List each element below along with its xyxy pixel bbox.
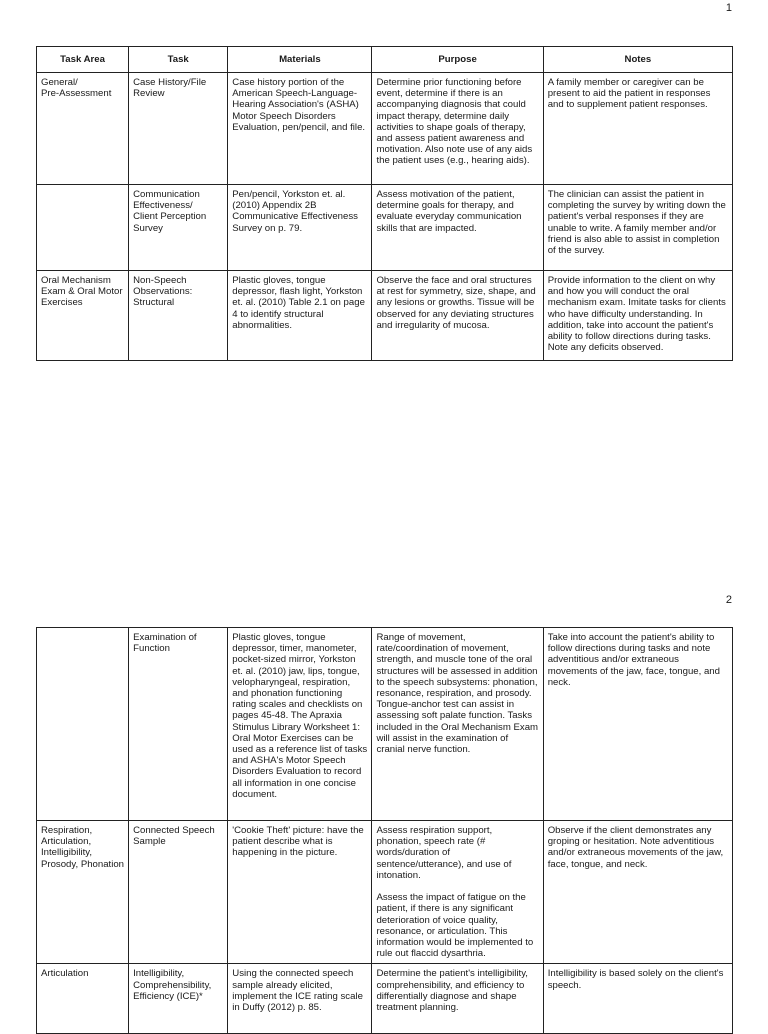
header-purpose: Purpose	[372, 47, 543, 73]
task-area-cell: Articulation	[37, 964, 129, 1034]
task-area-cell: General/ Pre-Assessment	[37, 73, 129, 185]
purpose-cell: Range of movement, rate/coordination of movement, strength, and muscle tone of the oral structures will be assessed in addition to the speech subsystems: phonation, resonance, respiration, and prosody. Tongue-anchor test can assist in assessing soft palate function. Tasks included in the Oral Mechanism Exam will assist in the examination of cranial nerve function.	[372, 628, 543, 821]
table-row	[37, 271, 733, 361]
purpose-cell: Assess motivation of the patient, determine goals for therapy, and evaluate everyday communication skills that are impacted.	[372, 185, 543, 271]
header-materials: Materials	[228, 47, 372, 73]
task-area-cell: Respiration, Articulation, Intelligibility, Prosody, Phonation	[37, 821, 129, 964]
assessment-table-page-2	[36, 627, 733, 1034]
header-notes: Notes	[543, 47, 732, 73]
header-task-area: Task Area	[37, 47, 129, 73]
task-cell: Examination of Function	[129, 628, 228, 821]
notes-cell: A family member or caregiver can be present to aid the patient in responses and to supplement patient responses.	[543, 73, 732, 185]
table-row	[37, 964, 733, 1034]
task-area-cell: Oral Mechanism Exam & Oral Motor Exercises	[37, 271, 129, 361]
task-cell: Communication Effectiveness/ Client Perception Survey	[129, 185, 228, 271]
task-cell: Case History/File Review	[129, 73, 228, 185]
materials-cell: 'Cookie Theft' picture: have the patient describe what is happening in the picture.	[228, 821, 372, 964]
purpose-cell: Determine the patient's intelligibility, comprehensibility, and efficiency to differentially diagnose and shape treatment planning.	[372, 964, 543, 1034]
notes-cell: The clinician can assist the patient in completing the survey by writing down the patient's verbal responses if they are unable to write. A family member and/or friend is also able to assist in completion of the survey.	[543, 185, 732, 271]
materials-cell: Case history portion of the American Speech-Language-Hearing Association's (ASHA) Motor Speech Disorders Evaluation, pen/pencil, and file.	[228, 73, 372, 185]
task-area-cell	[37, 628, 129, 821]
header-task: Task	[129, 47, 228, 73]
assessment-table-page-1	[36, 46, 733, 361]
notes-cell: Intelligibility is based solely on the client's speech.	[543, 964, 732, 1034]
materials-cell: Plastic gloves, tongue depressor, flash light, Yorkston et. al. (2010) Table 2.1 on page 4 to identify structural abnormalities.	[228, 271, 372, 361]
table-row	[37, 628, 733, 821]
task-area-cell	[37, 185, 129, 271]
task-cell: Non-Speech Observations: Structural	[129, 271, 228, 361]
notes-cell: Take into account the patient's ability to follow directions during tasks and note adventitious and/or extraneous movements of the jaw, face, tongue, and neck.	[543, 628, 732, 821]
page-number: 2	[725, 594, 732, 606]
task-cell: Connected Speech Sample	[129, 821, 228, 964]
table-row	[37, 73, 733, 185]
notes-cell: Observe if the client demonstrates any groping or hesitation. Note adventitious and/or extraneous movements of the jaw, face, tongue, and neck.	[543, 821, 732, 964]
purpose-cell: Observe the face and oral structures at rest for symmetry, size, shape, and any lesions or growths. Tissue will be observed for any deviating structures and irregularity of mucosa.	[372, 271, 543, 361]
notes-cell: Provide information to the client on why and how you will conduct the oral mechanism exam. Imitate tasks for clients who have difficulty understanding. In addition, take into account the patient's ability to follow directions during tasks. Note any deficits observed.	[543, 271, 732, 361]
materials-cell: Using the connected speech sample already elicited, implement the ICE rating scale in Duffy (2012) p. 85.	[228, 964, 372, 1034]
page-number: 1	[725, 2, 732, 14]
purpose-cell: Determine prior functioning before event, determine if there is an accompanying diagnosis that could impact therapy, determine daily activities to shape goals of therapy, and assess patient awareness and motivation. Also note use of any aids the patient uses (e.g., hearing aids).	[372, 73, 543, 185]
table-header-row	[37, 47, 733, 73]
task-cell: Intelligibility, Comprehensibility, Efficiency (ICE)*	[129, 964, 228, 1034]
materials-cell: Plastic gloves, tongue depressor, timer, manometer, pocket-sized mirror, Yorkston et. al. (2010) jaw, lips, tongue, velopharyngeal, respiration, and phonation functioning rating scales and checklists on pages 45-48. The Apraxia Stimulus Library Worksheet 1: Oral Motor Exercises can be used as a reference list of tasks and ASHA's Motor Speech Disorders Evaluation to record all information in one concise document.	[228, 628, 372, 821]
materials-cell: Pen/pencil, Yorkston et. al. (2010) Appendix 2B Communicative Effectiveness Survey on p. 79.	[228, 185, 372, 271]
table-row	[37, 821, 733, 964]
table-row	[37, 185, 733, 271]
purpose-cell: Assess respiration support, phonation, speech rate (# words/duration of sentence/utterance), and use of intonation. Assess the impact of fatigue on the patient, if there is any significant deterioration of voice quality, resonance, or articulation. This information would be implemented to rule out flaccid dysarthria.	[372, 821, 543, 964]
